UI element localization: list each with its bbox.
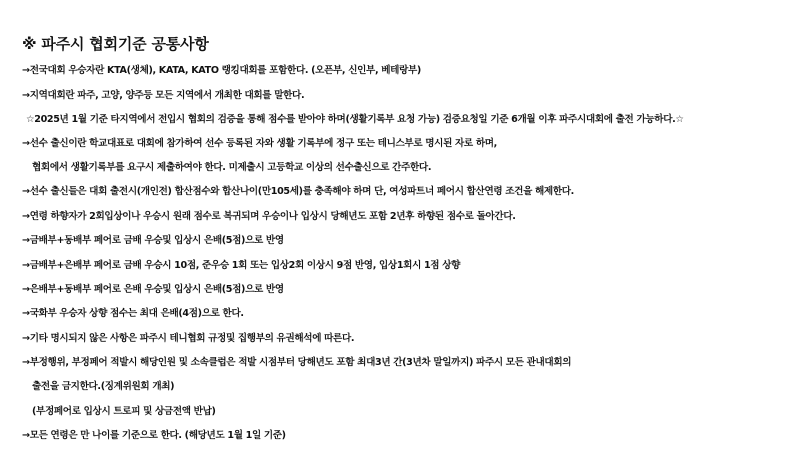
rule-line-age-basis: →모든 연령은 만 나이를 기준으로 한다. (해당년도 1월 1일 기준) bbox=[22, 430, 286, 441]
rule-line-gold-silver-pair: →금배부+은배부 페어로 금배 우승시 10점, 준우승 1회 또는 입상2회 이상시 9점 반영, 입상1회시 1점 상향 bbox=[22, 260, 461, 271]
rule-line-athlete-definition: →선수 출신이란 학교대표로 대회에 참가하여 선수 등록된 자와 생활 기록부에 정구 또는 테니스부로 명시된 자로 하며, bbox=[22, 138, 497, 149]
rule-line-national-winner: →전국대회 우승자란 KTA(생체), KATA, KATO 랭킹대회를 포함한다. (오픈부, 신인부, 베테랑부) bbox=[22, 65, 421, 76]
rule-line-silver-bronze-pair: →은배부+동배부 페어로 은배 우승및 입상시 은배(5점)으로 반영 bbox=[22, 284, 284, 295]
rule-line-age-downgrade: →연령 하향자가 2회입상이나 우승시 원래 점수로 복귀되며 우승이나 입상시 당해년도 포함 2년후 하향된 점수로 돌아간다. bbox=[22, 211, 516, 222]
document-title: ※ 파주시 협회기준 공통사항 bbox=[22, 35, 209, 53]
rule-line-transfer-notice: ☆2025년 1월 기준 타지역에서 전입시 협회의 검증을 통해 점수를 받아야 하며(생활기록부 요청 가능) 검증요청일 기준 6개월 이후 파주시대회에 출전 가능하다.☆ bbox=[26, 114, 684, 125]
rule-line-misconduct-ban: 출전을 금지한다.(징계위원회 개최) bbox=[32, 381, 175, 392]
rule-line-athlete-definition-cont: 협회에서 생활기록부를 요구시 제출하여야 한다. 미제출시 고등학교 이상의 선수출신으로 간주한다. bbox=[32, 162, 432, 173]
rule-line-other-matters: →기타 명시되지 않은 사항은 파주시 테니협회 규정및 집행부의 유권해석에 따른다. bbox=[22, 333, 355, 344]
rule-line-misconduct: →부정행위, 부정페어 적발시 해당인원 및 소속클럽은 적발 시점부터 당해년도 포함 최대3년 간(3년차 말일까지) 파주시 모든 관내대회의 bbox=[22, 357, 572, 368]
rule-line-gold-bronze-pair: →금배부+동배부 페어로 금배 우승및 입상시 은배(5점)으로 반영 bbox=[22, 235, 284, 246]
rule-line-athlete-entry: →선수 출신들은 대회 출전시(개인전) 합산점수와 합산나이(만105세)를 충족해야 하며 단, 여성파트너 페어시 합산연령 조건을 해제한다. bbox=[22, 186, 574, 197]
rule-line-chrysanthemum-cap: →국화부 우승자 상향 점수는 최대 은배(4점)으로 한다. bbox=[22, 308, 244, 319]
rule-line-misconduct-refund: (부정페어로 입상시 트로피 및 상금전액 반납) bbox=[32, 406, 216, 417]
rule-line-regional-definition: →지역대회란 파주, 고양, 양주등 모든 지역에서 개최한 대회를 말한다. bbox=[22, 90, 305, 101]
